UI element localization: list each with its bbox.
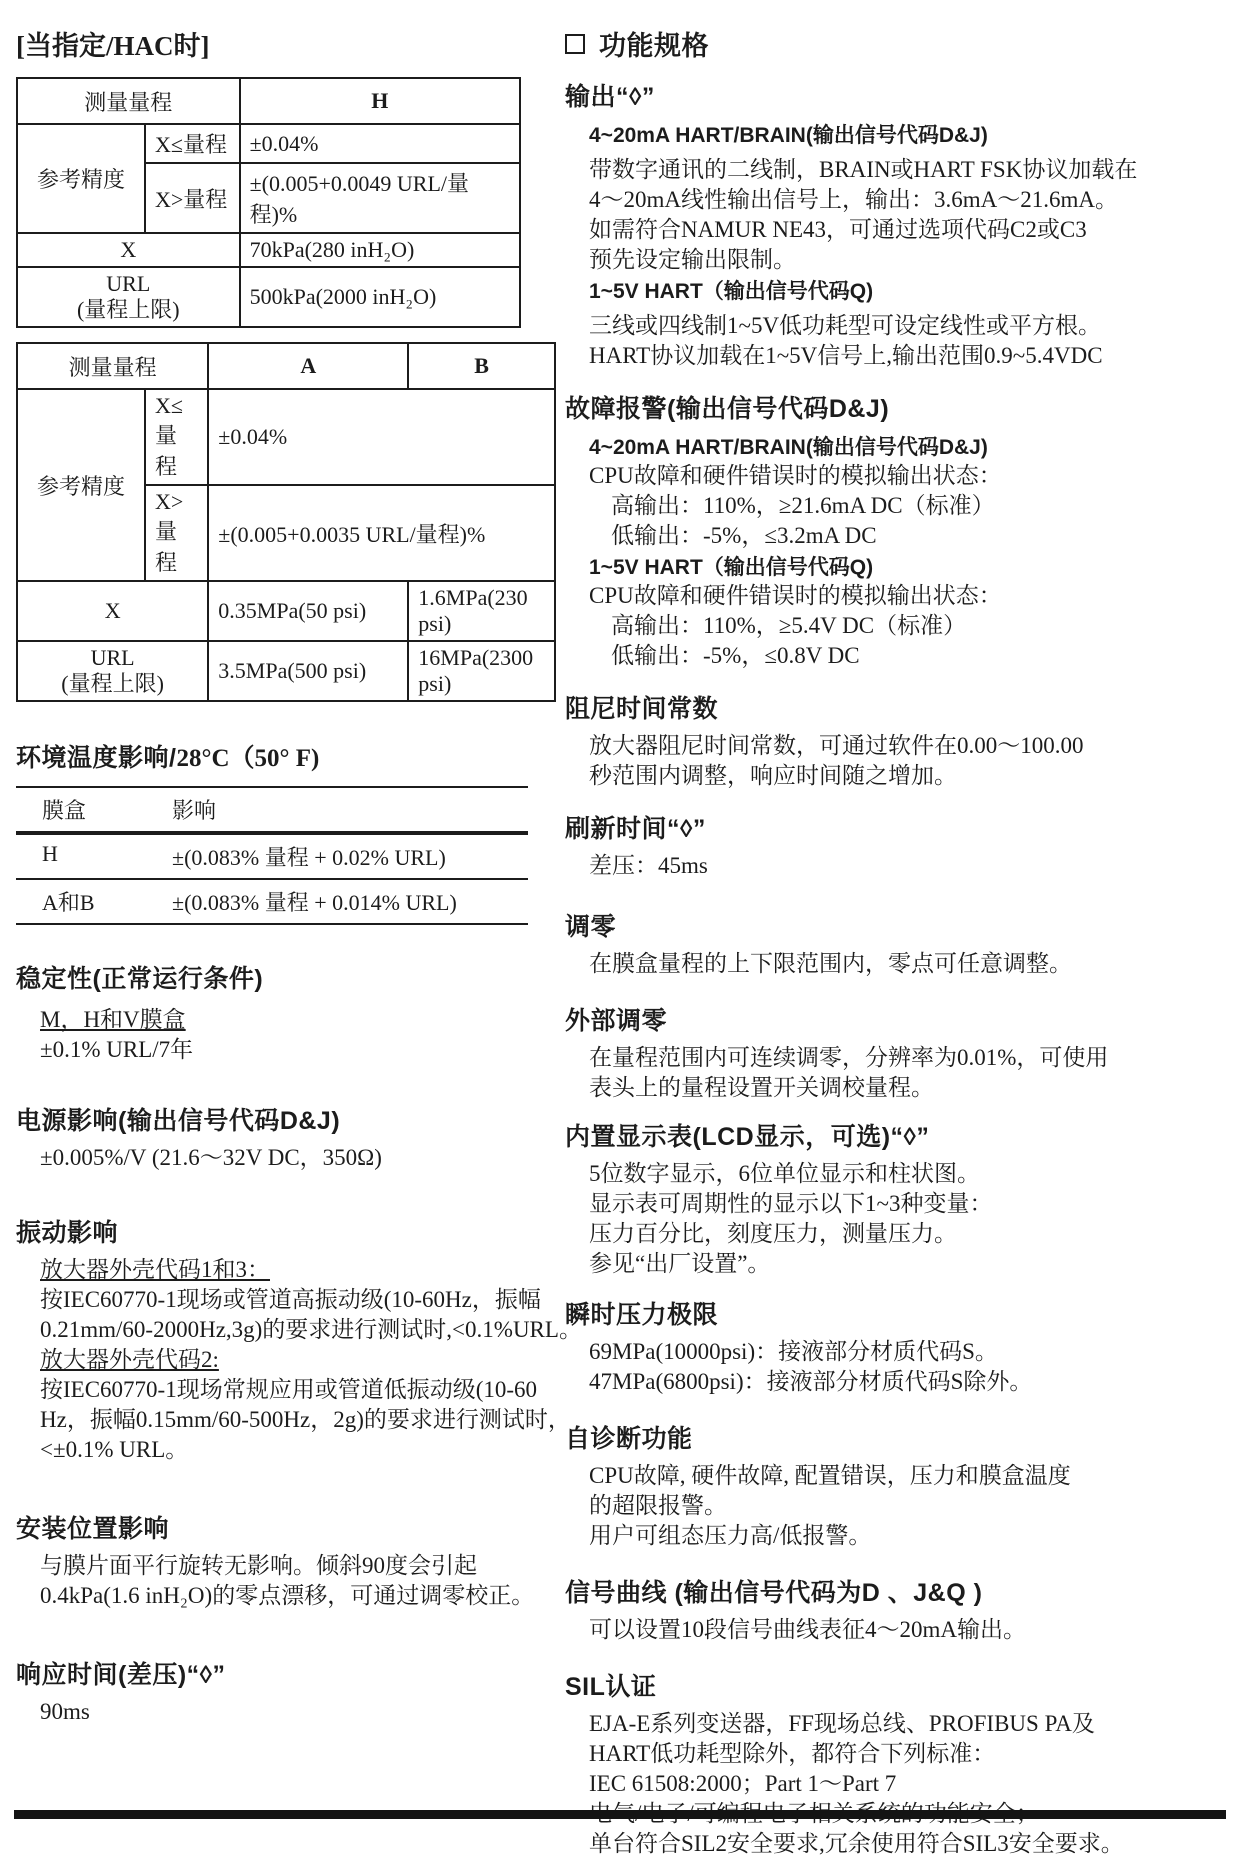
vibration-text-line: 按IEC60770-1现场常规应用或管道低振动级(10-60 xyxy=(40,1377,538,1402)
failure-alarm-subheading: 4~20mA HART/BRAIN(输出信号代码D&J) xyxy=(589,436,988,459)
failure-alarm-high-output: 高输出：110%，≥5.4V DC（标准） xyxy=(611,613,967,638)
output-text-line: 三线或四线制1~5V低功耗型可设定线性或平方根。 xyxy=(589,313,1102,338)
failure-alarm-text-line: CPU故障和硬件错误时的模拟输出状态： xyxy=(589,463,1002,488)
table-row xyxy=(16,835,528,878)
temp-effect-table xyxy=(16,786,528,925)
table-row xyxy=(17,581,555,641)
range-table-ab xyxy=(16,342,556,702)
table-cell: X xyxy=(17,581,208,641)
table-row xyxy=(16,880,528,923)
vibration-subheading: 放大器外壳代码2: xyxy=(40,1347,219,1372)
table-cell: X≤量程 xyxy=(145,124,240,163)
table-row xyxy=(17,124,520,163)
table-row xyxy=(17,267,520,327)
output-heading: 输出“◊” xyxy=(565,83,655,111)
power-effect-value: ±0.005%/V (21.6～32V DC，350Ω) xyxy=(40,1145,382,1170)
url-label-line1: URL xyxy=(106,271,151,296)
update-time-value: 差压：45ms xyxy=(589,853,708,878)
table-cell xyxy=(17,641,208,701)
failure-alarm-low-output: 低输出：-5%，≤3.2mA DC xyxy=(611,523,877,548)
table-cell: ±(0.005+0.0049 URL/量程)% xyxy=(240,163,520,233)
table-row xyxy=(17,389,555,485)
page-bottom-rule xyxy=(14,1810,1226,1819)
mounting-heading: 安装位置影响 xyxy=(16,1515,170,1543)
table-cell: 3.5MPa(500 psi) xyxy=(208,641,408,701)
self-diagnostics-text-line: CPU故障, 硬件故障, 配置错误，压力和膜盒温度 xyxy=(589,1463,1071,1488)
power-effect-heading: 电源影响(输出信号代码D&J) xyxy=(16,1107,341,1135)
sil-text-line: IEC 61508:2000；Part 1～Part 7 xyxy=(589,1771,897,1796)
table-cell: ±(0.083% 量程 + 0.014% URL) xyxy=(172,890,457,915)
external-zero-text-line: 在量程范围内可连续调零，分辨率为0.01%，可使用 xyxy=(589,1045,1109,1070)
overpressure-heading: 瞬时压力极限 xyxy=(565,1301,719,1329)
self-diagnostics-heading: 自诊断功能 xyxy=(565,1425,693,1453)
left-column xyxy=(16,24,582,1727)
indicator-text-line: 参见“出厂设置”。 xyxy=(589,1251,771,1276)
vibration-text-line: <±0.1% URL。 xyxy=(40,1437,189,1462)
table-row xyxy=(17,343,555,389)
url-label-line1: URL xyxy=(90,645,135,670)
table-header-cell: 测量量程 xyxy=(17,78,240,124)
temp-effect-heading-en: 28°C（50° F) xyxy=(176,745,320,772)
output-text-line: 带数字通讯的二线制，BRAIN或HART FSK协议加载在 xyxy=(589,157,1138,182)
table-cell: ±0.04% xyxy=(208,389,555,485)
table-row xyxy=(17,641,555,701)
table-header-cell: B xyxy=(408,343,555,389)
output-text-line: HART协议加载在1~5V信号上,输出范围0.9~5.4VDC xyxy=(589,343,1103,368)
table-row xyxy=(17,233,520,267)
mounting-text-line: 0.4kPa(1.6 inH₂O)的零点漂移，可通过调零校正。 xyxy=(40,1583,535,1608)
table-cell: 1.6MPa(230 psi) xyxy=(408,581,555,641)
table-row xyxy=(17,78,520,124)
table-header-cell: A xyxy=(208,343,408,389)
table-cell: X xyxy=(17,233,240,267)
vibration-text-line: 0.21mm/60-2000Hz,3g)的要求进行测试时,<0.1%URL。 xyxy=(40,1317,582,1342)
sil-text-line: HART低功耗型除外，都符合下列标准： xyxy=(589,1741,996,1766)
functional-spec-heading xyxy=(565,24,1249,63)
table-cell: 70kPa(280 inH₂O) xyxy=(240,233,520,267)
functional-spec-title: 功能规格 xyxy=(599,31,709,61)
temp-effect-heading xyxy=(16,738,536,774)
failure-alarm-subheading: 1~5V HART（输出信号代码Q) xyxy=(589,556,874,579)
self-diagnostics-text-line: 用户可组态压力高/低报警。 xyxy=(589,1523,872,1548)
indicator-text-line: 显示表可周期性的显示以下1~3种变量： xyxy=(589,1191,993,1216)
sil-text-line: 单台符合SIL2安全要求,冗余使用符合SIL3安全要求。 xyxy=(589,1831,1124,1856)
table-cell: X>量程 xyxy=(145,163,240,233)
self-diagnostics-text-line: 的超限报警。 xyxy=(589,1493,727,1518)
output-text-line: 4～20mA线性输出信号上，输出：3.6mA～21.6mA。 xyxy=(589,187,1118,212)
table-row xyxy=(16,788,528,831)
table-cell xyxy=(17,267,240,327)
table-cell: A和B xyxy=(42,890,95,915)
table-cell: 参考精度 xyxy=(17,389,145,581)
stability-value: ±0.1% URL/7年 xyxy=(40,1037,194,1062)
output-text-line: 如需符合NAMUR NE43，可通过选项代码C2或C3 xyxy=(589,217,1087,242)
table-header-cell: H xyxy=(240,78,520,124)
sil-text-line: EJA-E系列变送器，FF现场总线、PROFIBUS PA及 xyxy=(589,1711,1095,1736)
sil-heading: SIL认证 xyxy=(565,1673,657,1701)
table-cell: 参考精度 xyxy=(17,124,145,233)
signal-characterizer-text-line: 可以设置10段信号曲线表征4～20mA输出。 xyxy=(589,1617,1026,1642)
table-cell: ±(0.005+0.0035 URL/量程)% xyxy=(208,485,555,581)
failure-alarm-text-line: CPU故障和硬件错误时的模拟输出状态： xyxy=(589,583,1002,608)
table-cell: 500kPa(2000 inH₂O) xyxy=(240,267,520,327)
table-cell: H xyxy=(42,841,58,866)
vibration-heading: 振动影响 xyxy=(16,1219,119,1247)
url-label-line2: (量程上限) xyxy=(76,297,180,322)
table-cell: X>量程 xyxy=(145,485,208,581)
table-cell: 0.35MPa(50 psi) xyxy=(208,581,408,641)
section-square-icon xyxy=(565,34,585,54)
indicator-heading: 内置显示表(LCD显示，可选)“◊” xyxy=(565,1123,930,1151)
mounting-text-line: 与膜片面平行旋转无影响。倾斜90度会引起 xyxy=(40,1553,477,1578)
column-header: 膜盒 xyxy=(42,798,87,823)
vibration-text-line: 按IEC60770-1现场或管道高振动级(10-60Hz，振幅 xyxy=(40,1287,541,1312)
output-subheading: 4~20mA HART/BRAIN(输出信号代码D&J) xyxy=(589,124,988,147)
response-time-heading: 响应时间(差压)“◊” xyxy=(16,1661,226,1689)
table-cell: ±0.04% xyxy=(240,124,520,163)
column-header: 影响 xyxy=(172,798,217,823)
update-time-heading: 刷新时间“◊” xyxy=(565,815,706,843)
output-subheading: 1~5V HART（输出信号代码Q) xyxy=(589,280,874,303)
damping-heading: 阻尼时间常数 xyxy=(565,695,719,723)
failure-alarm-low-output: 低输出：-5%，≤0.8V DC xyxy=(611,643,860,668)
left-section-title: [当指定/HAC时] xyxy=(16,31,210,61)
right-column xyxy=(565,24,1249,1859)
vibration-text-line: Hz，振幅0.15mm/60-500Hz，2g)的要求进行测试时， xyxy=(40,1407,571,1432)
failure-alarm-heading: 故障报警(输出信号代码D&J) xyxy=(565,395,890,423)
range-table-h xyxy=(16,77,521,328)
external-zero-text-line: 表头上的量程设置开关调校量程。 xyxy=(589,1075,934,1100)
overpressure-text-line: 47MPa(6800psi)：接液部分材质代码S除外。 xyxy=(589,1369,1033,1394)
zero-adjust-text-line: 在膜盒量程的上下限范围内，零点可任意调整。 xyxy=(589,951,1072,976)
overpressure-text-line: 69MPa(10000psi)：接液部分材质代码S。 xyxy=(589,1339,998,1364)
damping-text-line: 秒范围内调整，响应时间随之增加。 xyxy=(589,763,957,788)
stability-subheading: M，H和V膜盒 xyxy=(40,1007,186,1032)
url-label-line2: (量程上限) xyxy=(61,671,164,696)
table-header-cell: 测量量程 xyxy=(17,343,208,389)
signal-characterizer-heading: 信号曲线 (输出信号代码为D 、J&Q ) xyxy=(565,1579,983,1607)
output-text-line: 预先设定输出限制。 xyxy=(589,247,796,272)
vibration-subheading: 放大器外壳代码1和3： xyxy=(40,1257,270,1282)
stability-heading: 稳定性(正常运行条件) xyxy=(16,965,264,993)
temp-effect-heading-zh: 环境温度影响/ xyxy=(16,744,177,772)
table-cell: 16MPa(2300 psi) xyxy=(408,641,555,701)
external-zero-heading: 外部调零 xyxy=(565,1007,668,1035)
response-time-value: 90ms xyxy=(40,1699,90,1724)
table-cell: X≤量程 xyxy=(145,389,208,485)
indicator-text-line: 5位数字显示，6位单位显示和柱状图。 xyxy=(589,1161,980,1186)
indicator-text-line: 压力百分比，刻度压力，测量压力。 xyxy=(589,1221,957,1246)
zero-adjust-heading: 调零 xyxy=(565,913,617,941)
table-cell: ±(0.083% 量程 + 0.02% URL) xyxy=(172,845,446,870)
table-rule xyxy=(16,923,528,925)
failure-alarm-high-output: 高输出：110%，≥21.6mA DC（标准） xyxy=(611,493,995,518)
damping-text-line: 放大器阻尼时间常数，可通过软件在0.00～100.00 xyxy=(589,733,1084,758)
